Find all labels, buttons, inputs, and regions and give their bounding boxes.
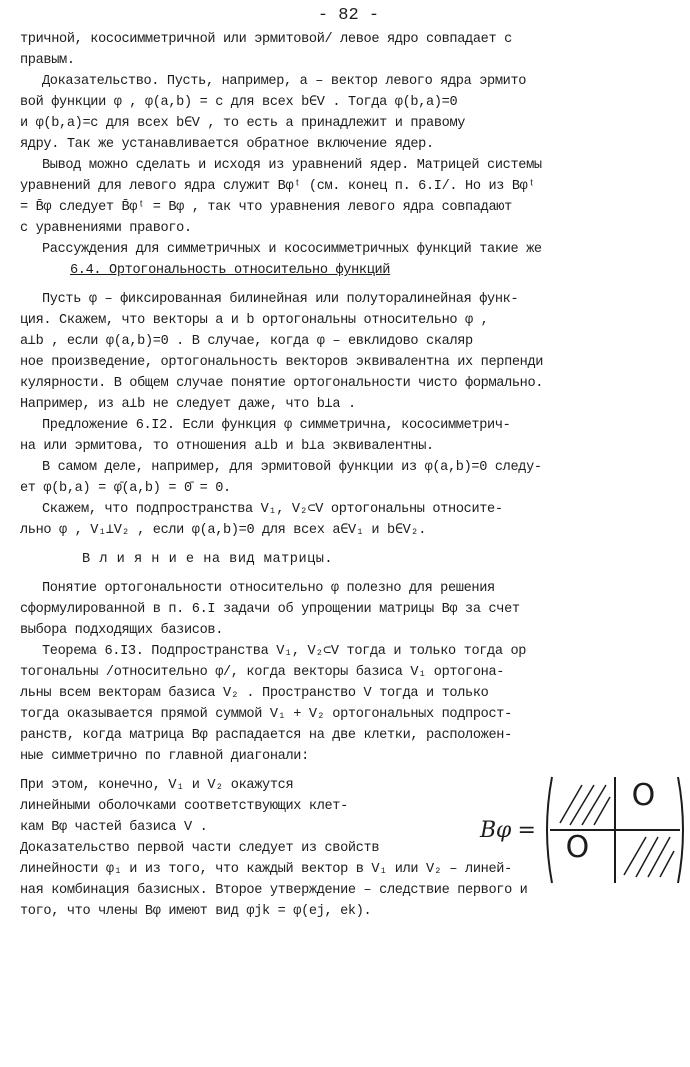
text-line: кулярности. В общем случае понятие ортогональности чисто формально. [20,376,544,391]
matrix-grid [540,773,690,887]
text-line: ные симметрично по главной диагонали: [20,749,309,764]
text-line: ет φ(b,a) = φ̄(a,b) = 0̄ = 0. [20,481,231,496]
text-line: ранств, когда матрица Bφ распадается на две клетки, расположен- [20,728,512,743]
text-line: тогональны /относительно φ/, когда векторы базиса V₁ ортогона- [20,665,505,680]
text-line: Пусть φ – фиксированная билинейная или полуторалинейная функ- [42,292,519,307]
text-line: ное произведение, ортогональность векторов эквивалентна их перпенди [20,355,544,370]
text-line: уравнений для левого ядра служит Bφᵗ (см. конец п. 6.I/. Но из Bφᵗ [20,179,536,194]
text-line: льны всем векторам базиса V₂ . Пространство V тогда и только [20,686,489,701]
text-line: вой функции φ , φ(a,b) = c для всех b∈V . Тогда φ(b,a)=0 [20,95,458,110]
proof-heading-line: Доказательство. Пусть, например, a – вектор левого ядра эрмито [42,74,527,89]
text-line: на или эрмитова, то отношения a⊥b и b⊥a эквивалентны. [20,439,434,454]
text-line: линейности φ₁ и из того, что каждый вектор в V₁ или V₂ – линей- [20,862,512,877]
text-line: Скажем, что подпространства V₁, V₂⊂V ортогональны относите- [42,502,503,517]
text-line: правым. [20,53,75,68]
block-matrix [480,773,690,887]
text-line: с уравнениями правого. [20,221,192,236]
matrix-drawing [540,773,690,887]
text-line: При этом, конечно, V₁ и V₂ окажутся [20,778,294,793]
text-line: льно φ , V₁⊥V₂ , если φ(a,b)=0 для всех a∈V₁ и b∈V₂. [20,523,427,538]
matrix-zero-bottom: O [565,830,589,865]
matrix-zero-top: O [631,778,655,813]
matrix-label: Bφ = [480,817,536,843]
text-line: тогда оказывается прямой суммой V₁ + V₂ ортогональных подпрост- [20,707,512,722]
text-line: сформулированной в п. 6.I задачи об упрощении матрицы Bφ за счет [20,602,520,617]
text-line: тричной, кососимметричной или эрмитовой/ левое ядро совпадает с [20,32,512,47]
text-line: линейными оболочками соответствующих клет- [20,799,348,814]
text-line: Вывод можно сделать и исходя из уравнений ядер. Матрицей системы [42,158,542,173]
text-line: a⊥b , если φ(a,b)=0 . В случае, когда φ – евклидово скаляр [20,334,473,349]
text-line: Например, из a⊥b не следует даже, что b⊥a . [20,397,356,412]
proof-heading-line: Доказательство первой части следует из свойств [20,841,380,856]
text-line: ная комбинация базисных. Второе утверждение – следствие первого и [20,883,528,898]
page-number: - 82 - [317,6,380,25]
subsection-heading: В л и я н и е на вид матрицы. [82,552,334,567]
text-line: выбора подходящих базисов. [20,623,223,638]
text-line: ядру. Так же устанавливается обратное включение ядер. [20,137,434,152]
text-line: = B̄φ следует B̄φᵗ = Bφ , так что уравнения левого ядра совпадают [20,200,512,215]
text-line: Понятие ортогональности относительно φ полезно для решения [42,581,495,596]
text-line: Рассуждения для симметричных и кососимметричных функций такие же [42,242,542,257]
text-line: того, что члены Bφ имеют вид φjk = φ(ej, ek). [20,904,372,919]
text-line-content: кам Bφ частей базиса V . [20,820,208,835]
text-line: В самом деле, например, для эрмитовой функции из φ(a,b)=0 следу- [42,460,542,475]
section-heading: 6.4. Ортогональность относительно функций [70,263,391,278]
theorem-line: Теорема 6.I3. Подпространства V₁, V₂⊂V тогда и только тогда ор [42,644,527,659]
text-line: и φ(b,a)=c для всех b∈V , то есть a принадлежит и правому [20,116,466,131]
proposition-line: Предложение 6.I2. Если функция φ симметрична, кососимметрич- [42,418,511,433]
text-line: ция. Скажем, что векторы a и b ортогональны относительно φ , [20,313,489,328]
